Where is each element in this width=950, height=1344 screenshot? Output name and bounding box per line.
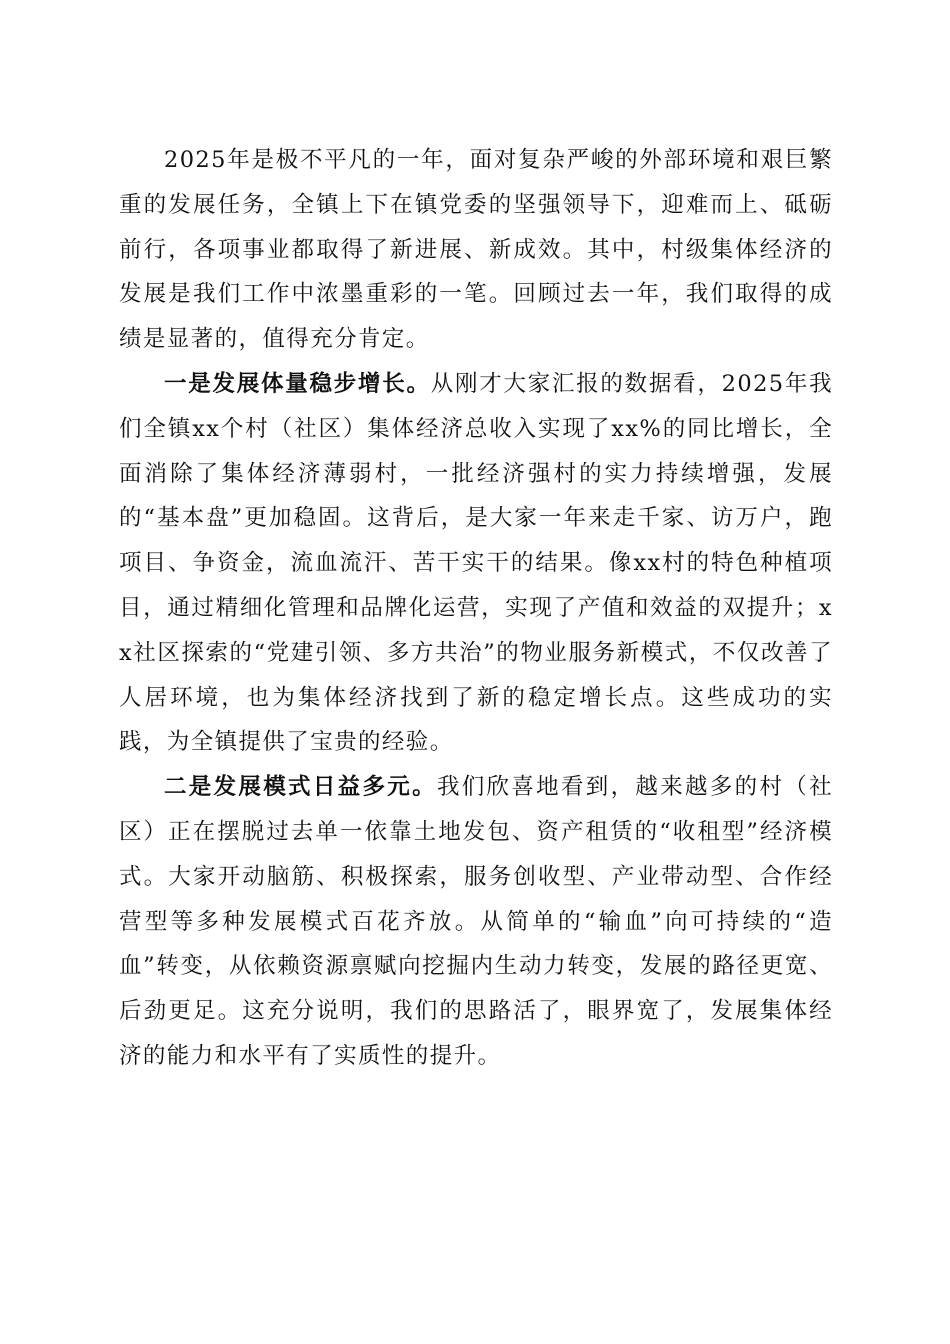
paragraph-lead-heading: 一是发展体量稳步增长。 xyxy=(164,370,431,397)
paragraph-text: 从刚才大家汇报的数据看，2025年我们全镇xx个村（社区）集体经济总收入实现了xx%的同比增长，全面消除了集体经济薄弱村，一批经济强村的实力持续增强，发展的“基本盘”更加稳固。这背后，是大家一年来走千家、访万户，跑项目、争资金，流血流汗、苦干实干的结果。像xx村的特色种植项目，通过精细化管理和品牌化运营，实现了产值和效益的双提升；xx社区探索的“党建引领、多方共治”的物业服务新模式，不仅改善了人居环境，也为集体经济找到了新的稳定增长点。这些成功的实践，为全镇提供了宝贵的经验。 xyxy=(119,370,833,756)
paragraph-point-one xyxy=(119,362,833,765)
paragraph-lead-heading: 二是发展模式日益多元。 xyxy=(164,774,437,801)
paragraph-intro xyxy=(119,138,833,362)
document-body xyxy=(119,138,833,1079)
paragraph-text: 我们欣喜地看到，越来越多的村（社区）正在摆脱过去单一依靠土地发包、资产租赁的“收租型”经济模式。大家开动脑筋、积极探索，服务创收型、产业带动型、合作经营型等多种发展模式百花齐放。从简单的“输血”向可持续的“造血”转变，从依赖资源禀赋向挖掘内生动力转变，发展的路径更宽、后劲更足。这充分说明，我们的思路活了，眼界宽了，发展集体经济的能力和水平有了实质性的提升。 xyxy=(119,774,834,1069)
paragraph-text: 2025年是极不平凡的一年，面对复杂严峻的外部环境和艰巨繁重的发展任务，全镇上下在镇党委的坚强领导下，迎难而上、砥砺前行，各项事业都取得了新进展、新成效。其中，村级集体经济的发展是我们工作中浓墨重彩的一笔。回顾过去一年，我们取得的成绩是显著的，值得充分肯定。 xyxy=(119,147,833,353)
paragraph-point-two xyxy=(119,765,833,1079)
